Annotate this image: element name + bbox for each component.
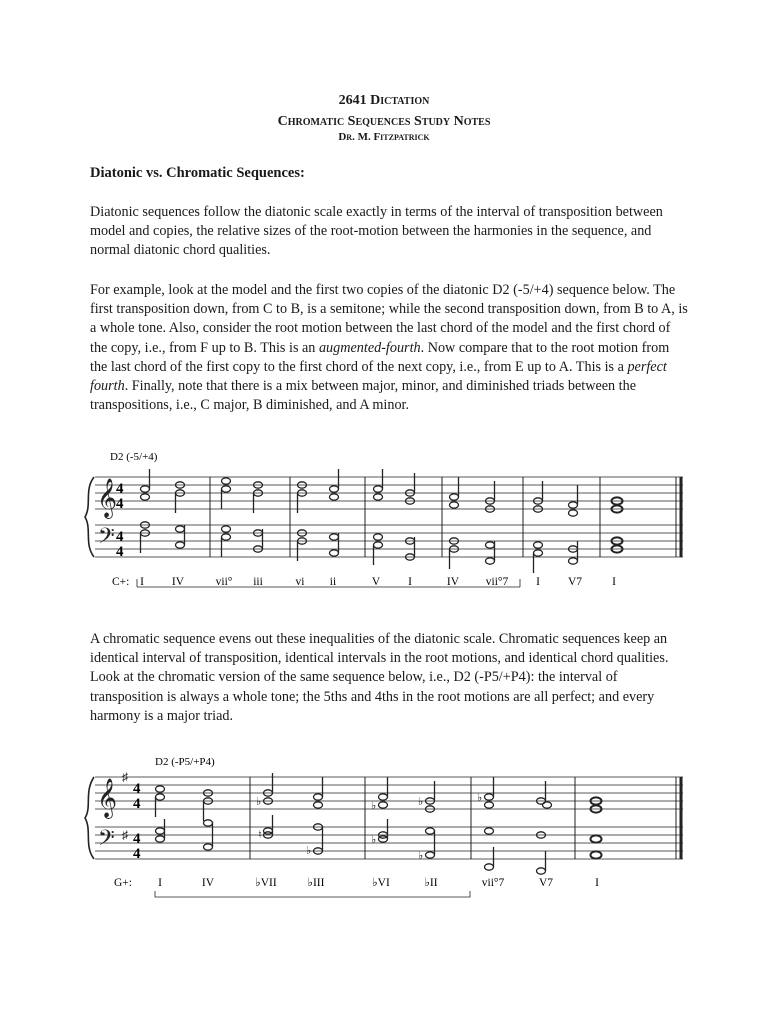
time-signature-bass-bottom: 4 [116, 544, 124, 560]
roman-numerals [140, 576, 616, 588]
paragraph-diatonic-example: For example, look at the model and the first two copies of the diatonic D2 (-5/+4) sequence below. The first transposition down, from C to B, is a semitone; while the second transposition down, from B to A, is a whole tone. Also, consider the root motion between the last chord of the model and the first chord of the copy, i.e., from F up to B. This is an augmented-fourth. Now compare that to the root motion from the last chord of the first copy to the first chord of the next copy, i.e., from E up to A. This is a perfect fourth. Finally, note that there is a mix between major, minor, and diminished triads between the transpositions, i.e., C major, B diminished, and A minor. [90, 282, 688, 414]
barlines [250, 777, 681, 859]
numeral: ii [329, 576, 337, 588]
treble-clef: 𝄞 [97, 780, 118, 817]
numeral: I [408, 576, 412, 588]
sequence-bracket [155, 891, 470, 897]
term-perfect-fourth: perfect fourth [90, 358, 667, 395]
numeral: ♭VII [255, 877, 277, 889]
flat-icon: ♭ [256, 796, 262, 808]
flat-icon: ♭ [418, 796, 424, 808]
document-title: Chromatic Sequences Study Notes [277, 114, 491, 129]
numeral: IV [201, 877, 215, 889]
key-signature-sharp-icon: ♯ [122, 828, 128, 842]
numeral: vii°7 [481, 877, 505, 889]
key-label: C+: [112, 576, 130, 588]
numeral: iii [253, 576, 263, 588]
time-signature-bass-bottom: 4 [133, 846, 141, 862]
numeral: I [612, 576, 616, 588]
time-signature-treble-bottom: 4 [116, 496, 124, 512]
flat-icon: ♭ [306, 845, 312, 857]
numeral: V7 [567, 576, 583, 588]
flat-icon: ♭ [371, 800, 377, 812]
numeral: IV [446, 576, 460, 588]
time-signature-treble-top: 4 [133, 781, 141, 797]
numeral: vii°7 [485, 576, 509, 588]
numeral: V7 [538, 877, 554, 889]
time-signature-bass-top: 4 [133, 831, 141, 847]
numeral: vi [295, 576, 305, 588]
paragraph-diatonic-definition: Diatonic sequences follow the diatonic scale exactly in terms of the interval of transposition between model and copies, the relative sizes of the root-motion between the harmonies in the sequence, and normal diatonic chord qualities. [90, 204, 663, 259]
brace [85, 777, 94, 859]
time-signature-bass-top: 4 [116, 529, 124, 545]
term-augmented-fourth: augmented-fourth [318, 339, 421, 356]
flat-icon: ♭ [477, 792, 483, 804]
roman-numerals [158, 877, 599, 889]
time-signature-treble-top: 4 [116, 481, 124, 497]
numeral: I [595, 877, 599, 889]
treble-staff [95, 477, 683, 509]
bass-staff [95, 525, 683, 557]
sequence-label: D2 (-5/+4) [110, 451, 158, 463]
brace [85, 477, 94, 557]
sequence-label: D2 (-P5/+P4) [155, 756, 215, 768]
bass-clef: 𝄢 [98, 826, 115, 855]
numeral: IV [171, 576, 185, 588]
flat-icon: ♭ [371, 834, 377, 846]
numeral: V [371, 576, 381, 588]
paragraph-chromatic-definition: A chromatic sequence evens out these inequalities of the diatonic scale. Chromatic sequences keep an identical interval of transposition, identical intervals in the root motions, and identical chord qualities. Look at the chromatic version of the same sequence below, i.e., D2 (-P5/+P4): the interval of transposition is always a whole tone; the 5ths and 4ths in the root motions are all perfect; and every harmony is a major triad. [90, 631, 669, 724]
bass-clef: 𝄢 [98, 524, 115, 553]
sequence-bracket [137, 579, 520, 587]
numeral: vii° [215, 576, 233, 588]
numeral: ♭III [307, 877, 325, 889]
music-example-chromatic [0, 752, 768, 902]
time-signature-treble-bottom: 4 [133, 796, 141, 812]
author-line: Dr. M. Fitzpatrick [338, 131, 430, 143]
section-heading: Diatonic vs. Chromatic Sequences: [90, 165, 305, 181]
barlines [210, 477, 681, 557]
numeral: I [158, 877, 162, 889]
key-signature-sharp-icon: ♯ [122, 770, 128, 784]
flat-icon: ♭ [418, 850, 424, 862]
numeral: I [140, 576, 144, 588]
music-example-diatonic [0, 445, 768, 595]
natural-icon: ♮ [258, 829, 262, 841]
treble-clef: 𝄞 [97, 480, 118, 517]
course-title: 2641 Dictation [338, 93, 430, 108]
key-label: G+: [114, 877, 132, 889]
numeral: ♭VI [372, 877, 390, 889]
numeral: I [536, 576, 540, 588]
numeral: ♭II [424, 877, 438, 889]
